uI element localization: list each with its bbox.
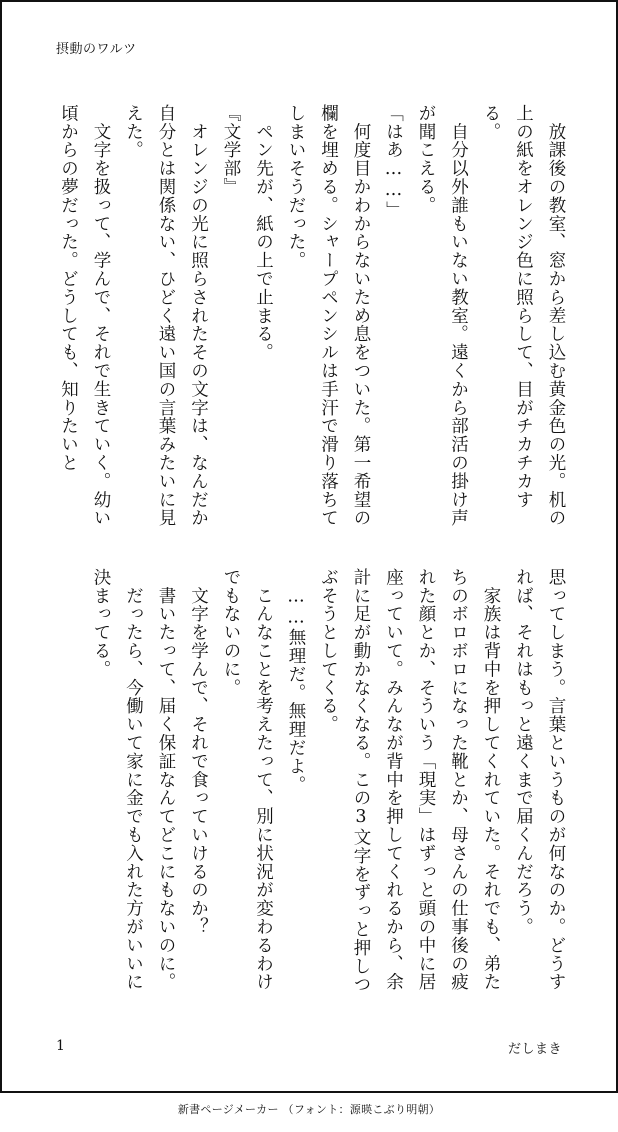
body-text-lower: 思ってしまう。言葉というものが何なのか。どうすれば、それはもっと遠くまで届くんだろう。 家族は背中を押してくれていた。それでも、弟たちのボロボロになった靴とか、母さんの仕事後の疲れた顔とか、そういう「現実」はずっと頭の中に居座っていて。みんなが背中を押してくれるから、余計に足が動かなくなる。この3文字をずっと押しつぶそうとしてくる。 ……無理だ。無理だよ。 こんなことを考えたって、別に状況が変わるわけでもないのに。 文字を学んで、それで食っていけるのか？ 書いたって、届く保証なんてどこにもないのに。 だったら、今働いて家に金でも入れた方がいいに決まってる。 xyxy=(91,568,566,994)
page-number: 1 xyxy=(56,1038,65,1054)
page-title: 摂動のワルツ xyxy=(56,42,137,57)
author-name: だしまき xyxy=(507,1042,562,1057)
body-text-upper: 放課後の教室、窓から差し込む黄金色の光。机の上の紙をオレンジ色に照らして、目がチカチカする。 自分以外誰もいない教室。遠くから部活の掛け声が聞こえる。 「はあ……」 何度目かわからないため息をついた。第一希望の欄を埋める。シャープペンシルは手汗で滑り落ちてしまいそうだった。 ペン先が、紙の上で止まる。 『文学部』 オレンジの光に照らされたその文字は、なんだか自分とは関係ない、ひどく遠い国の言葉みたいに見えた。 文字を扱って、学んで、それで生きていく。幼い頃からの夢だった。どうしても、知りたいと xyxy=(58,104,566,528)
footer-credit: 新書ページメーカー （フォント：源暎こぶり明朝） xyxy=(177,1103,441,1116)
